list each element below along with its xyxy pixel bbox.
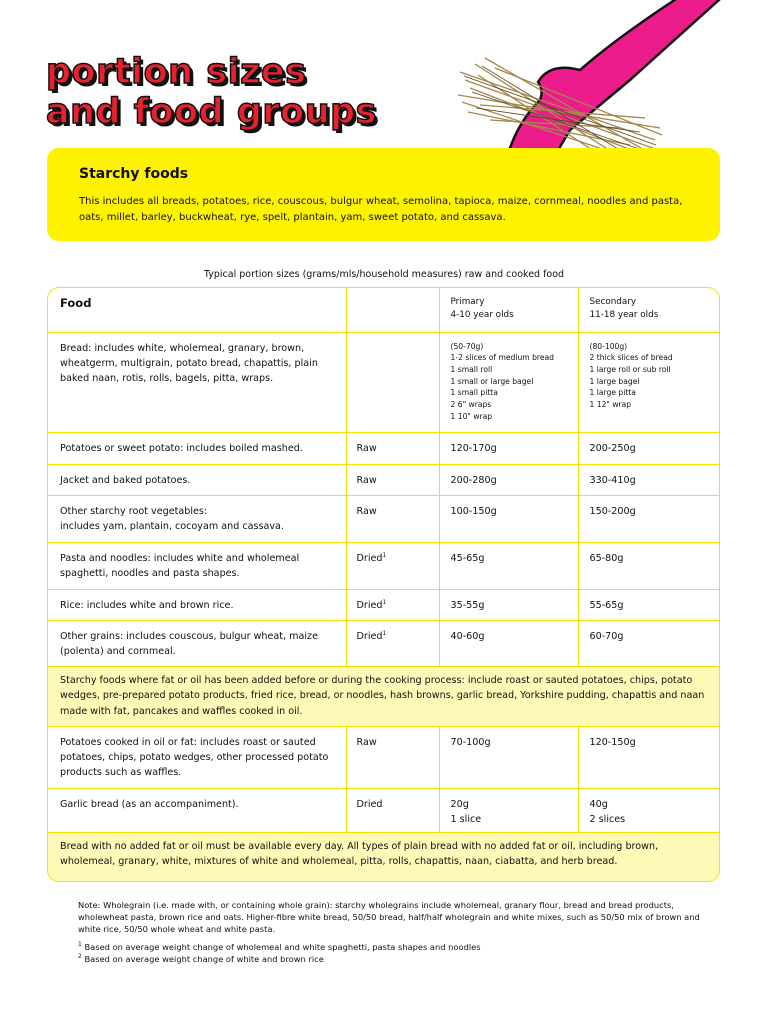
row-state: Dried (346, 788, 439, 832)
row-primary (439, 788, 578, 832)
bread-note-row (48, 832, 720, 881)
fat-added-note: Starchy foods where fat or oil has been added before or during the cooking process: include roast or sauted potatoes, chips, potato wedges, pre-prepared potato products, fried rice, bread, or noodles, hash browns, garlic bread, Yorkshire pudding, chapattis and naan made with fat, pancakes and waffles cooked in oil. (48, 666, 720, 726)
table-row-bread (48, 332, 720, 432)
header-food: Food (60, 296, 92, 310)
row-food: Potatoes cooked in oil or fat: includes roast or sauted potatoes, chips, potato wedges, other processed potato products such as waffles. (48, 726, 346, 788)
footnote-1-mark: 1 (78, 940, 82, 948)
row-secondary: 120-150g (578, 726, 720, 788)
bread-primary-line: 1 10" wrap (450, 411, 493, 421)
bread-secondary-line: (80-100g) (589, 341, 628, 351)
table-row (48, 788, 720, 832)
table-row (48, 620, 720, 666)
portion-table (47, 287, 720, 882)
row-state (346, 495, 439, 542)
bread-primary-line: 1 small pitta (450, 388, 498, 398)
row-state-text: Raw (356, 505, 377, 517)
row-food-line: includes yam, plantain, cocoyam and cassava. (60, 520, 284, 532)
wholegrain-note: Note: Wholegrain (i.e. made with, or containing whole grain): starchy wholegrains include wholemeal, granary flour, bread and bread products, wholewheat pasta, brown rice and oats. Higher-fibre white bread, 50/50 bread, half/half wholegrain and white mixes, such as 50/50 mix of brown and white rice, 50/50 whole wheat and white pasta. (78, 900, 700, 935)
footnote-marker: 1 (382, 598, 387, 606)
bread-secondary-line: 1 large roll or sub roll (589, 364, 671, 374)
title-line-1: portion sizes (46, 52, 307, 92)
bread-secondary-line: 1 12" wrap (589, 400, 632, 410)
row-secondary-line: 40g (589, 798, 608, 810)
row-secondary: 150-200g (578, 495, 720, 542)
intro-text: This includes all breads, potatoes, rice, couscous, bulgur wheat, semolina, tapioca, maize, cornmeal, noodles and pasta, oats, millet, barley, buckwheat, rye, spelt, plantain, yam, sweet potato, and cassava. (79, 196, 683, 223)
row-state-text: Dried (356, 552, 383, 564)
table-row (48, 495, 720, 542)
row-state-text: Raw (356, 442, 377, 454)
table-row (48, 464, 720, 495)
row-food: Jacket and baked potatoes. (48, 464, 346, 495)
table-caption: Typical portion sizes (grams/mls/household measures) raw and cooked food (203, 269, 565, 280)
table-row (48, 542, 720, 589)
title-line-2: and food groups (46, 92, 377, 132)
table-row (48, 589, 720, 620)
row-primary-line: 20g (450, 798, 469, 810)
bread-state (346, 332, 439, 432)
row-state (346, 620, 439, 666)
row-food (48, 495, 346, 542)
row-state: Raw (346, 726, 439, 788)
bread-primary-line: 1 small roll (450, 364, 493, 374)
row-primary: 35-55g (439, 589, 578, 620)
bread-secondary-line: 2 thick slices of bread (589, 353, 673, 363)
bread-primary-line: 1 small or large bagel (450, 376, 534, 386)
page-title (46, 52, 377, 132)
row-state-text: Dried (356, 630, 383, 642)
row-food: Other grains: includes couscous, bulgur wheat, maize (polenta) and cornmeal. (48, 620, 346, 666)
row-primary-line: 1 slice (450, 813, 482, 825)
row-primary: 70-100g (439, 726, 578, 788)
row-secondary: 65-80g (578, 542, 720, 589)
bread-food: Bread: includes white, wholemeal, granary, brown, wheatgerm, multigrain, potato bread, chapattis, plain baked naan, rotis, rolls, bagels, pitta, wraps. (48, 332, 346, 432)
table-row (48, 726, 720, 788)
table-header-row (48, 288, 720, 332)
bread-secondary (578, 332, 720, 432)
row-secondary-line: 2 slices (589, 813, 626, 825)
row-state (346, 542, 439, 589)
row-primary: 200-280g (439, 464, 578, 495)
row-state (346, 464, 439, 495)
row-secondary (578, 788, 720, 832)
row-secondary: 330-410g (578, 464, 720, 495)
row-food: Rice: includes white and brown rice. (48, 589, 346, 620)
row-secondary: 200-250g (578, 432, 720, 464)
bread-primary-line: 2 6" wraps (450, 400, 492, 410)
row-food-line: Other starchy root vegetables: (60, 505, 208, 517)
footnote-2-mark: 2 (78, 953, 82, 961)
footnote-marker: 1 (382, 551, 387, 559)
footnote-1 (78, 941, 703, 953)
bread-secondary-line: 1 large pitta (589, 388, 636, 398)
header-secondary (578, 288, 720, 332)
header-primary-label: Primary (450, 297, 485, 307)
bread-note: Bread with no added fat or oil must be available every day. All types of plain bread with no added fat or oil, including brown, wholemeal, granary, white, mixtures of white and wholemeal, pitta, rolls, chapattis, naan, ciabatta, and herb bread. (48, 832, 720, 881)
table-row (48, 432, 720, 464)
header-food-cell (48, 288, 346, 332)
bread-primary-line: (50-70g) (450, 341, 484, 351)
row-state-text: Dried (356, 599, 383, 611)
header-primary-age: 4-10 year olds (450, 310, 514, 320)
bread-primary-line: 1-2 slices of medium bread (450, 353, 554, 363)
row-primary: 45-65g (439, 542, 578, 589)
row-food: Garlic bread (as an accompaniment). (48, 788, 346, 832)
footnote-2-text: Based on average weight change of white and brown rice (84, 953, 324, 964)
bread-primary (439, 332, 578, 432)
row-secondary: 60-70g (578, 620, 720, 666)
header-state-cell (346, 288, 439, 332)
footnote-1-text: Based on average weight change of wholemeal and white spaghetti, pasta shapes and noodles (84, 941, 481, 952)
footnotes (78, 899, 703, 965)
header-primary (439, 288, 578, 332)
row-food: Pasta and noodles: includes white and wholemeal spaghetti, noodles and pasta shapes. (48, 542, 346, 589)
row-primary: 100-150g (439, 495, 578, 542)
row-primary: 40-60g (439, 620, 578, 666)
footnote-2 (78, 953, 703, 965)
row-food: Potatoes or sweet potato: includes boiled mashed. (48, 432, 346, 464)
footnote-marker: 1 (382, 629, 387, 637)
row-state-text: Raw (356, 474, 377, 486)
row-state (346, 432, 439, 464)
row-primary: 120-170g (439, 432, 578, 464)
row-state (346, 589, 439, 620)
intro-heading: Starchy foods (79, 166, 189, 182)
fat-added-note-row (48, 666, 720, 726)
header-secondary-age: 11-18 year olds (589, 310, 659, 320)
starchy-foods-intro (47, 148, 720, 241)
bread-secondary-line: 1 large bagel (589, 376, 640, 386)
row-secondary: 55-65g (578, 589, 720, 620)
header-secondary-label: Secondary (589, 297, 637, 307)
